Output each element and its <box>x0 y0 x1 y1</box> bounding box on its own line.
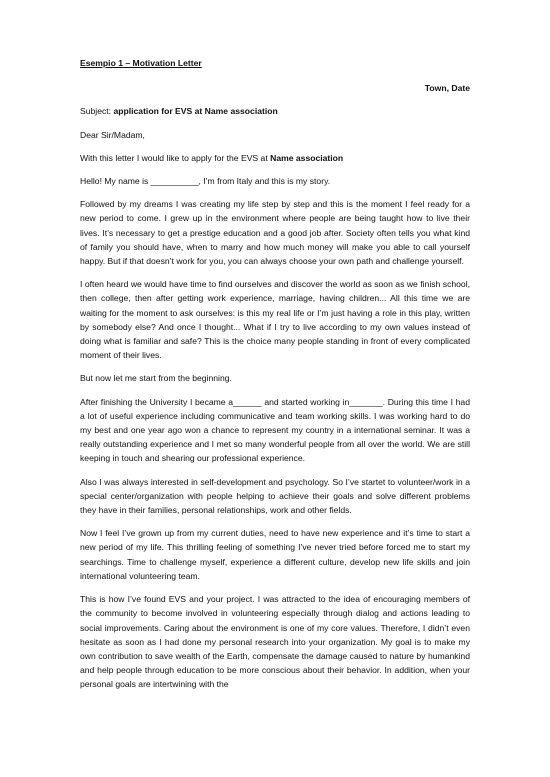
intro-prefix: With this letter I would like to apply for the EVS at <box>80 152 271 163</box>
body-paragraph: This is how I’ve found EVS and your project. I was attracted to the idea of encouraging members of the community to become involved in volunteering especially through dialog and actions leading to social improvements. Caring about the environment is one of my core values. Therefore, I didn’t even hesitate as soon as I had done my personal research into your organization. My goal is to make my own contribution to save wealth of the Earth, compensate the damage caused to nature by humankind and help people through education to be more conscious about their behavior. In addition, when your personal goals are intertwining with the <box>80 594 470 690</box>
hello-line: Hello! My name is __________, I’m from Italy and this is my story. <box>80 176 331 187</box>
body-paragraph: I often heard we would have time to find ourselves and discover the world as soon as we finish school, then college, then after getting work experience, marriage, having children... All this time we are waiting for the moment to ask ourselves: is this my real life or I’m just having a role in this play, written by somebody else? And once I thought... What if I try to live according to my own values instead of doing what is familiar and safe? This is the choice many people standing in front of every complicated moment of their lives. <box>80 279 470 361</box>
subject-line <box>80 104 470 118</box>
body-paragraph: But now let me start from the beginning. <box>80 373 232 384</box>
subject-label: Subject: <box>80 106 114 117</box>
subject-text: application for EVS at Name association <box>113 106 278 117</box>
document-heading: Esempio 1 – Motivation Letter <box>80 58 202 68</box>
place-date: Town, Date <box>424 83 470 94</box>
body-paragraph: Followed by my dreams I was creating my life step by step and this is the moment I feel ready for a new period to come. I grew up in the environment where people are being taught how to live their lives. It’s necessary to get a prestige education and a good job after. Society often tells you what kind of family you should have, when to marry and how much money will make you able to call yourself happy. But if that doesn’t work for you, you can always choose your own path and challenge yourself. <box>80 199 470 267</box>
body-paragraph: After finishing the University I became a______ and started working in_______. During this time I had a lot of useful experience including communicative and team working skills. I was working hard to do my best and one year ago won a chance to represent my country in a international seminar. It was a really outstanding experience and I met so many wonderful people from all over the world. We are still keeping in touch and shearing our professional experience. <box>80 396 470 464</box>
letter-page <box>80 56 470 701</box>
intro-bold: Name association <box>270 152 344 163</box>
body-paragraph: Also I was always interested in self-development and psychology. So I’ve startet to volunteer/work in a special center/organization with people helping to achieve their goals and solve different problems they have in their families, personal relationships, work and other fields. <box>80 476 470 516</box>
greeting: Dear Sir/Madam, <box>80 129 145 140</box>
body-paragraph: Now I feel I’ve grown up from my current duties, need to have new experience and it’s time to start a new period of my life. This thrilling feeling of something I’ve never tried before forced me to start my searchings. Time to challenge myself, experience a different culture, develop new life skills and join international volunteering team. <box>80 528 470 581</box>
intro-line <box>80 151 470 165</box>
